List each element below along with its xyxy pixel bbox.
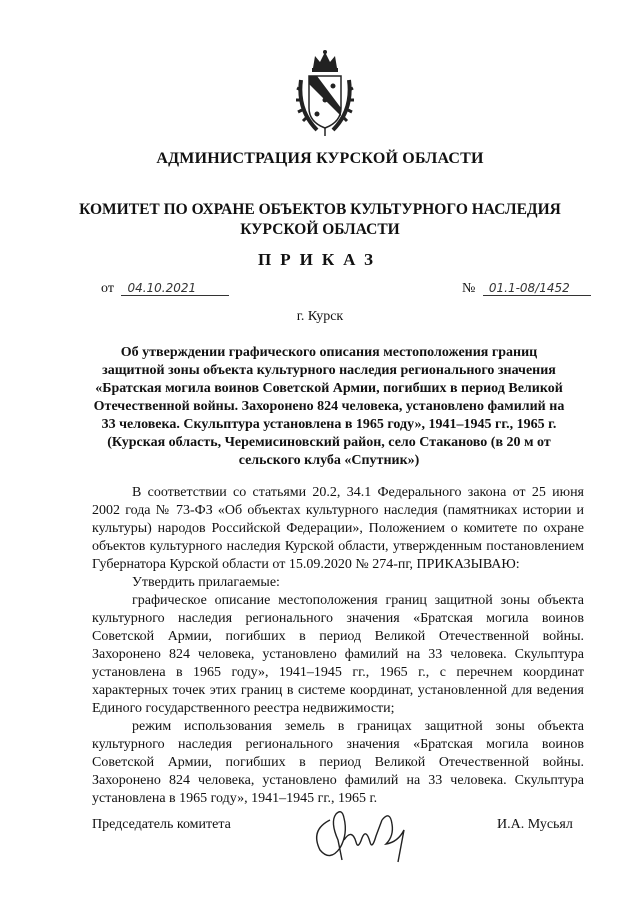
committee-title bbox=[0, 200, 640, 240]
date-prefix: от bbox=[101, 281, 114, 296]
body-paragraph: Утвердить прилагаемые: bbox=[132, 575, 280, 590]
document-number bbox=[462, 281, 591, 297]
number-prefix: № bbox=[462, 281, 476, 296]
body-paragraph: режим использования земель в границах защитной зоны объекта культурного наследия регионального значения «Братская могила воинов Советской Армии, погибших в период Великой Отечественной войны. Захоронено 824 человека, установлено фамилий на 33 человека. Скульптура установлена в 1965 году», 1941–1945 гг., 1965 г. bbox=[92, 719, 584, 806]
document-title: Об утверждении графического описания местоположения границ защитной зоны объекта культурного наследия регионального значения «Братская могила воинов Советской Армии, погибших в период Великой Отечественной войны. Захоронено 824 человека, установлено фамилий на 33 человека. Скульптура установлена в 1965 году», 1941–1945 гг., 1965 г. (Курская область, Черемисиновский район, село Стаканово (в 20 м от сельского клуба «Спутник») bbox=[93, 345, 565, 468]
handwritten-signature bbox=[300, 800, 420, 870]
committee-title-line1: КОМИТЕТ ПО ОХРАНЕ ОБЪЕКТОВ КУЛЬТУРНОГО НАСЛЕДИЯ bbox=[79, 201, 561, 218]
body-paragraph: В соответствии со статьями 20.2, 34.1 Федерального закона от 25 июня 2002 года № 73-ФЗ «Об объектах культурного наследия (памятниках истории и культуры) народов Российской Федерации», Положением о комитете по охране объектов культурного наследия Курской области, утвержденным постановлением Губернатора Курской области от 15.09.2020 № 274-пг, ПРИКАЗЫВАЮ: bbox=[92, 485, 584, 572]
administration-title: АДМИНИСТРАЦИЯ КУРСКОЙ ОБЛАСТИ bbox=[156, 150, 484, 167]
signatory-position: Председатель комитета bbox=[92, 817, 231, 832]
document-type: ПРИКАЗ bbox=[258, 250, 382, 269]
document-body bbox=[92, 484, 584, 808]
document-date bbox=[101, 281, 229, 297]
document-city: г. Курск bbox=[296, 309, 344, 324]
committee-title-line2: КУРСКОЙ ОБЛАСТИ bbox=[240, 221, 400, 238]
number-value: 01.1-08/1452 bbox=[483, 281, 591, 296]
kursk-coat-of-arms-icon bbox=[295, 50, 355, 136]
body-paragraph: графическое описание местоположения границ защитной зоны объекта культурного наследия регионального значения «Братская могила воинов Советской Армии, погибших в период Великой Отечественной войны. Захоронено 824 человека, установлено фамилий на 33 человека. Скульптура установлена в 1965 году», 1941–1945 гг., 1965 г., с перечнем координат характерных точек этих границ в системе координат, установленной для ведения Единого государственного реестра недвижимости; bbox=[92, 593, 584, 716]
signatory-name: И.А. Мусьял bbox=[497, 817, 573, 832]
date-value: 04.10.2021 bbox=[121, 281, 229, 296]
